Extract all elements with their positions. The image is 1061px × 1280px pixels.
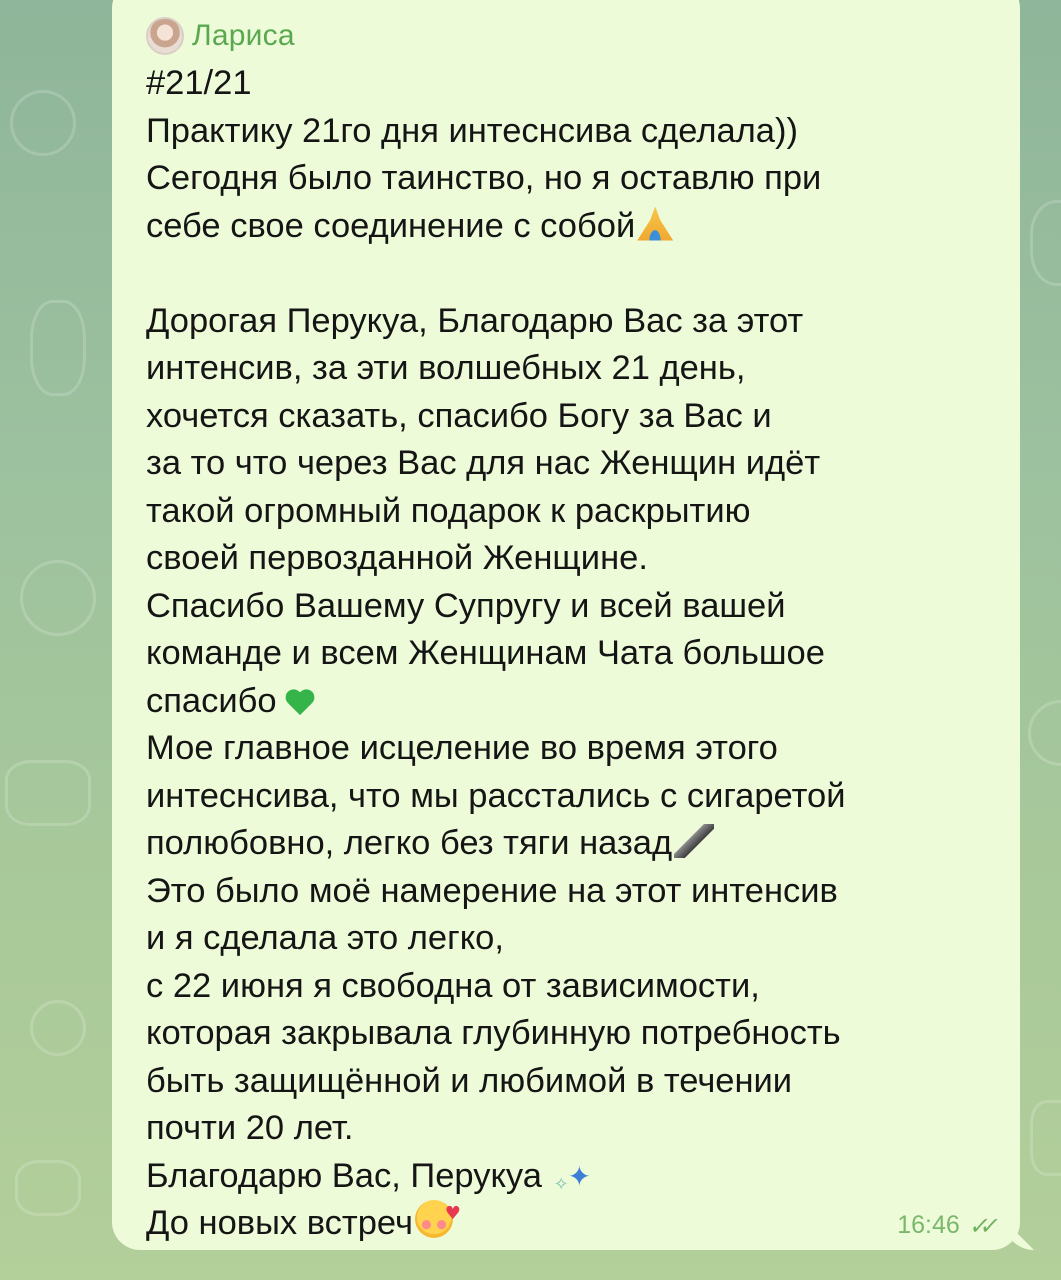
message-line-text: полюбовно, легко без тяги назад <box>146 824 673 862</box>
message-line <box>146 108 990 156</box>
message-line-text: Спасибо Вашему Супругу и всей вашей <box>146 586 786 625</box>
message-time: 16:46 <box>897 1211 960 1239</box>
message-line-text: Это было моё намерение на этот интенсив <box>146 871 838 910</box>
smiling-face-with-hearts-emoji <box>415 1200 453 1238</box>
message-line <box>146 1105 990 1153</box>
message-line <box>146 1153 990 1201</box>
message-line <box>146 963 990 1011</box>
message-line-text: интенсив, за эти волшебных 21 день, <box>146 349 746 387</box>
wallpaper-doodle <box>10 90 76 156</box>
message-line-text: и я сделала это легко, <box>146 919 504 957</box>
message-line <box>146 393 990 441</box>
message-text <box>146 60 993 1248</box>
message-line <box>146 440 990 488</box>
message-line-text: Сегодня было таинство, но я оставлю при <box>146 159 822 197</box>
message-line <box>146 630 990 678</box>
message-line-text: команде и всем Женщинам Чата большое <box>146 634 825 672</box>
message-line-text: Благодарю Вас, Перукуа <box>146 1156 552 1195</box>
wallpaper-doodle <box>1030 1100 1061 1176</box>
message-line-text: хочется сказать, спасибо Богу за Вас и <box>146 396 772 435</box>
message-bubble[interactable] <box>112 0 1020 1250</box>
wallpaper-doodle <box>1028 700 1061 766</box>
message-line <box>146 535 990 583</box>
message-line-text: #21/21 <box>146 64 252 102</box>
feather-emoji <box>674 824 714 858</box>
message-line <box>146 488 990 536</box>
green-heart-emoji <box>285 688 315 716</box>
message-line <box>146 1058 990 1106</box>
message-line-text: за то что через Вас для нас Женщин идёт <box>146 444 821 482</box>
sender-row[interactable] <box>146 16 990 56</box>
wallpaper-doodle <box>5 760 91 826</box>
sparkles-emoji <box>554 1155 594 1191</box>
message-line <box>146 915 990 963</box>
message-line <box>146 60 990 108</box>
wallpaper-doodle <box>20 560 96 636</box>
message-line <box>146 725 990 773</box>
message-line-text: такой огромный подарок к раскрытию <box>146 491 751 530</box>
message-line <box>146 250 990 298</box>
message-line-text: своей первозданной Женщине. <box>146 539 648 577</box>
message-line-text: почти 20 лет. <box>146 1109 354 1147</box>
wallpaper-doodle <box>30 300 86 396</box>
message-line-text: Практику 21го дня интеснсива сделала)) <box>146 111 798 150</box>
sender-name[interactable]: Лариса <box>192 19 295 52</box>
message-line <box>146 1010 990 1058</box>
wallpaper-doodle <box>15 1160 81 1216</box>
folded-hands-emoji <box>637 207 673 241</box>
message-line-text: с 22 июня я свободна от зависимости, <box>146 966 760 1005</box>
message-line <box>146 583 990 631</box>
message-line-text: До новых встреч <box>146 1204 413 1242</box>
message-line <box>146 868 990 916</box>
wallpaper-doodle <box>1030 200 1061 286</box>
message-line-text: Дорогая Перукуа, Благодарю Вас за этот <box>146 301 804 340</box>
message-line <box>146 203 990 251</box>
message-line-text: быть защищённой и любимой в течении <box>146 1061 793 1100</box>
message-line <box>146 345 990 393</box>
message-line-text: интеснсива, что мы расстались с сигаретой <box>146 776 846 815</box>
message-meta <box>897 1211 993 1240</box>
double-check-icon: ✓✓ <box>967 1211 993 1240</box>
message-line-text: спасибо <box>146 681 277 720</box>
sender-avatar[interactable] <box>146 17 184 55</box>
message-line <box>146 678 990 726</box>
message-line-text: Мое главное исцеление во время этого <box>146 729 778 767</box>
message-line <box>146 773 990 821</box>
message-line <box>146 298 990 346</box>
message-line <box>146 820 990 868</box>
wallpaper-doodle <box>30 1000 86 1056</box>
message-line-text: себе свое соединение с собой <box>146 206 636 245</box>
message-line <box>146 155 990 203</box>
message-line-text: которая закрывала глубинную потребность <box>146 1014 841 1052</box>
